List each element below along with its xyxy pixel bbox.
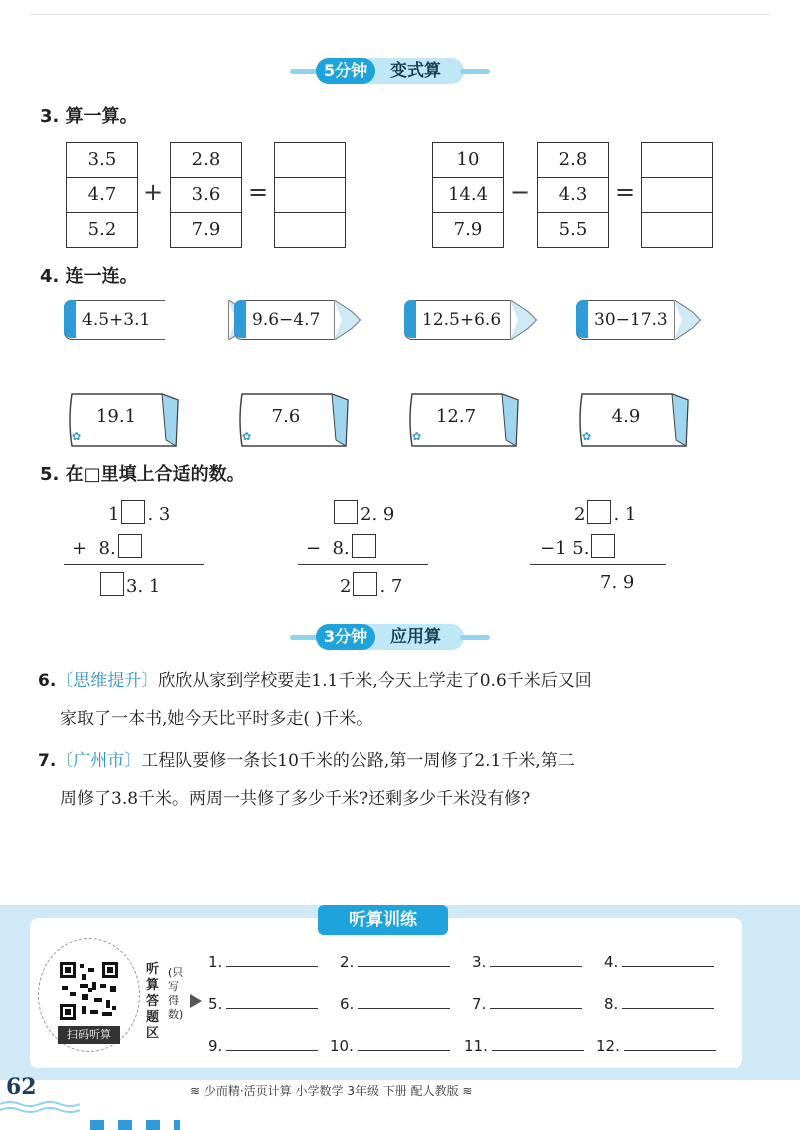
q6-line2: 家取了一本书,她今天比平时多走( )千米。 (60, 709, 374, 729)
blank-box[interactable] (100, 572, 124, 596)
page-number: 62 (6, 1074, 37, 1100)
pouch-2[interactable]: ✿ 7.6 (236, 388, 356, 450)
top-rule (30, 14, 770, 15)
bottom-bars (90, 1120, 180, 1130)
plus-sign: + (143, 178, 164, 206)
pouch-1[interactable]: ✿ 19.1 (66, 388, 186, 450)
answer-blank[interactable]: 9. (208, 1036, 318, 1055)
q3-right-answer-col[interactable] (641, 142, 713, 248)
answer-blank[interactable]: 1. (208, 952, 318, 971)
blank-box[interactable] (353, 572, 377, 596)
equals-sign: = (248, 178, 269, 206)
pouch-4[interactable]: ✿ 4.9 (576, 388, 696, 450)
listening-label: 听算训练 (318, 905, 448, 935)
qr-caption: 扫码听算 (58, 1026, 120, 1044)
svg-text:✿: ✿ (72, 430, 82, 443)
svg-text:✿: ✿ (412, 430, 422, 443)
section-banner-1 (290, 58, 490, 84)
blank-box[interactable] (334, 500, 358, 524)
answer-blank[interactable]: 7. (472, 994, 582, 1013)
q7-line2: 周修了3.8千米。两周一共修了多少千米?还剩多少千米没有修? (60, 789, 531, 809)
banner-time: 3分钟 (316, 624, 375, 650)
arrow-right-icon (190, 994, 202, 1008)
blank-box[interactable] (121, 500, 145, 524)
answer-blank[interactable]: 11. (464, 1036, 584, 1055)
wave-decoration (0, 1100, 80, 1114)
answer-blank[interactable]: 8. (604, 994, 714, 1013)
answer-area-title: 听算答题区 (146, 962, 160, 1041)
answer-area-note: (只写得数) (168, 966, 184, 1021)
banner-time: 5分钟 (316, 58, 375, 84)
answer-blank[interactable]: 6. (340, 994, 450, 1013)
pouch-3[interactable]: ✿ 12.7 (406, 388, 526, 450)
blank-box[interactable] (118, 534, 142, 558)
vertical-calc-1: 1 . 3 + 8. 3. 1 (64, 500, 204, 600)
svg-text:✿: ✿ (582, 430, 592, 443)
banner-title: 应用算 (390, 627, 441, 647)
q3-left-col-a: 3.5 4.7 5.2 (66, 142, 138, 248)
q4-title: 4. 连一连。 (40, 266, 138, 287)
q7-line1: 7.〔广州市〕工程队要修一条长10千米的公路,第一周修了2.1千米,第二 (38, 751, 575, 771)
blank-box[interactable] (587, 500, 611, 524)
answer-blank[interactable]: 4. (604, 952, 714, 971)
q5-title: 5. 在□里填上合适的数。 (40, 464, 245, 485)
banner-title: 变式算 (390, 61, 441, 81)
vertical-calc-2: 2. 9 − 8. 2 . 7 (298, 500, 428, 600)
equals-sign: = (615, 178, 636, 206)
answer-blank[interactable]: 3. (472, 952, 582, 971)
qr-code-icon[interactable] (58, 960, 120, 1022)
q3-left-answer-col[interactable] (274, 142, 346, 248)
q3-right-col-a: 10 14.4 7.9 (432, 142, 504, 248)
vertical-calc-3: 2 . 1 −1 5. 7. 9 (530, 500, 666, 600)
section-banner-2 (290, 624, 490, 650)
answer-blank[interactable]: 12. (596, 1036, 716, 1055)
q3-right-col-b: 2.8 4.3 5.5 (537, 142, 609, 248)
answer-blank[interactable]: 2. (340, 952, 450, 971)
blank-box[interactable] (352, 534, 376, 558)
footer-text: ≋ 少而精·活页计算 小学数学 3年级 下册 配人教版 ≋ (190, 1084, 473, 1098)
q3-title: 3. 算一算。 (40, 106, 138, 127)
answer-blank[interactable]: 5. (208, 994, 318, 1013)
q6-line1: 6.〔思维提升〕欣欣从家到学校要走1.1千米,今天上学走了0.6千米后又回 (38, 671, 592, 691)
minus-sign: − (510, 178, 531, 206)
svg-text:✿: ✿ (242, 430, 252, 443)
blank-box[interactable] (591, 534, 615, 558)
q3-left-col-b: 2.8 3.6 7.9 (170, 142, 242, 248)
answer-blank[interactable]: 10. (330, 1036, 450, 1055)
